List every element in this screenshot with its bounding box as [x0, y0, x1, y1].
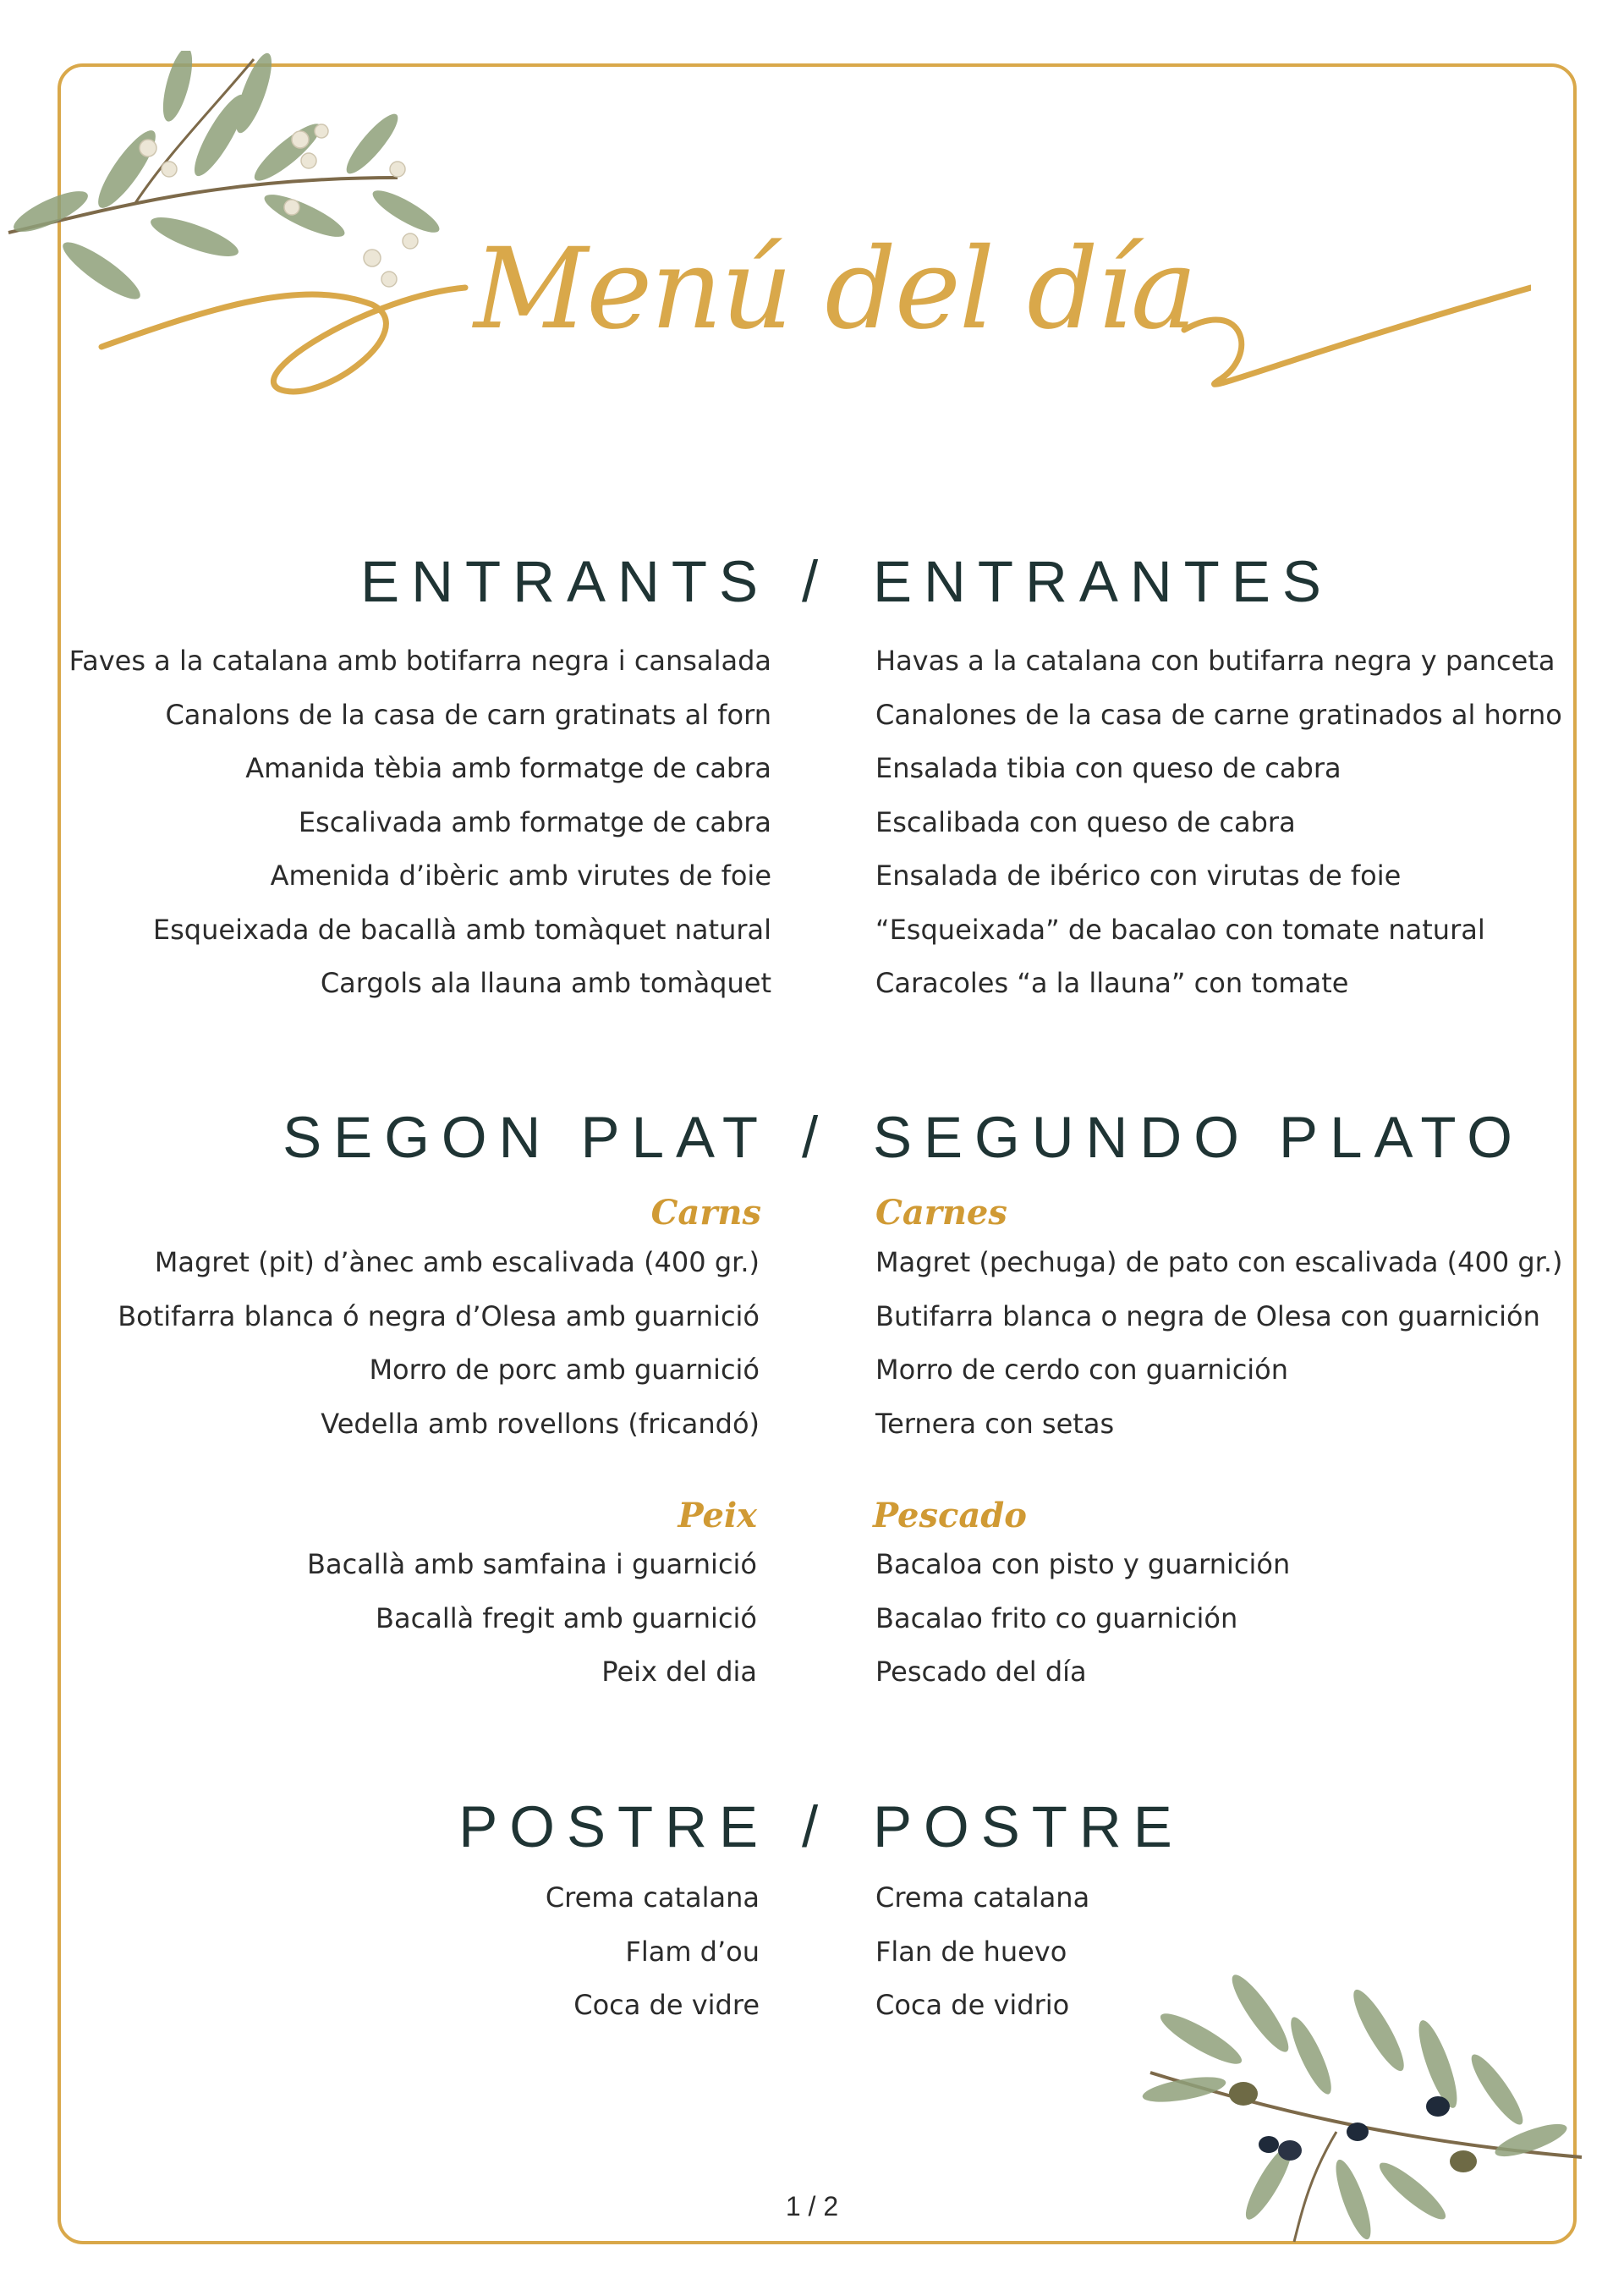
subheading-carnes: Carnes [875, 1193, 1007, 1233]
list-item: Coca de vidre [573, 1989, 760, 2021]
list-item: Coca de vidrio [875, 1989, 1070, 2021]
list-item: Crema catalana [545, 1881, 760, 1914]
list-item: Ternera con setas [875, 1407, 1115, 1440]
heading-separator: / [802, 549, 831, 614]
menu-title: Menú del día [474, 224, 1196, 354]
subheading-pescado: Pescado [873, 1496, 1027, 1535]
list-item: Canalones de la casa de carne gratinados al horno [875, 698, 1562, 731]
carnes-list-spanish [875, 1236, 1563, 1451]
list-item: “Esqueixada” de bacalao con tomate natural [875, 913, 1485, 946]
postre-list-spanish [875, 1871, 1089, 2033]
list-item: Bacalao frito co guarnición [875, 1601, 1238, 1634]
postre-list-catalan [546, 1871, 760, 2033]
page-number: 1 / 2 [785, 2191, 839, 2221]
heading-right: ENTRANTES [873, 549, 1333, 614]
heading-left: POSTRE [458, 1794, 770, 1859]
section-heading-segon [0, 1104, 1624, 1172]
list-item: Canalons de la casa de carn gratinats al forn [165, 698, 771, 731]
list-item: Magret (pit) d’ànec amb escalivada (400 gr.) [154, 1246, 760, 1278]
list-item: Butifarra blanca o negra de Olesa con guarnición [875, 1299, 1540, 1332]
list-item: Ensalada de ibérico con virutas de foie [875, 859, 1402, 892]
heading-separator: / [802, 1105, 831, 1170]
list-item: Magret (pechuga) de pato con escalivada (400 gr.) [875, 1246, 1563, 1278]
list-item: Bacallà fregit amb guarnició [376, 1601, 757, 1634]
entrants-list-catalan [69, 634, 771, 1011]
list-item: Escalivada amb formatge de cabra [298, 805, 771, 838]
list-item: Amanida tèbia amb formatge de cabra [245, 752, 771, 784]
list-item: Caracoles “a la llauna” con tomate [875, 967, 1349, 999]
list-item: Bacallà amb samfaina i guarnició [307, 1548, 757, 1580]
carns-list-catalan [118, 1236, 760, 1451]
list-item: Pescado del día [875, 1656, 1087, 1688]
list-item: Vedella amb rovellons (fricandó) [321, 1407, 760, 1440]
list-item: Morro de porc amb guarnició [369, 1354, 760, 1386]
list-item: Bacaloa con pisto y guarnición [875, 1548, 1291, 1580]
subheading-carns: Carns [650, 1193, 761, 1233]
list-item: Amenida d’ibèric amb virutes de foie [270, 859, 771, 892]
heading-left: SEGON PLAT [283, 1105, 770, 1170]
list-item: Flan de huevo [875, 1935, 1067, 1968]
section-heading-postre [0, 1793, 1624, 1861]
list-item: Faves a la catalana amb botifarra negra i cansalada [69, 645, 771, 677]
list-item: Ensalada tibia con queso de cabra [875, 752, 1341, 784]
list-item: Escalibada con queso de cabra [875, 805, 1296, 838]
heading-left: ENTRANTS [360, 549, 770, 614]
list-item: Havas a la catalana con butifarra negra y panceta [875, 645, 1555, 677]
list-item: Morro de cerdo con guarnición [875, 1354, 1289, 1386]
heading-right: POSTRE [873, 1794, 1184, 1859]
list-item: Peix del dia [601, 1656, 757, 1688]
list-item: Flam d’ou [625, 1935, 760, 1968]
pescado-list-spanish [875, 1538, 1290, 1700]
heading-separator: / [802, 1794, 831, 1859]
list-item: Cargols ala llauna amb tomàquet [320, 967, 771, 999]
section-heading-entrants [0, 548, 1624, 616]
peix-list-catalan [307, 1538, 757, 1700]
list-item: Botifarra blanca ó negra d’Olesa amb guarnició [118, 1299, 760, 1332]
heading-right: SEGUNDO PLATO [873, 1105, 1524, 1170]
list-item: Crema catalana [875, 1881, 1090, 1914]
subheading-peix: Peix [678, 1496, 757, 1535]
entrants-list-spanish [875, 634, 1562, 1011]
list-item: Esqueixada de bacallà amb tomàquet natural [152, 913, 771, 946]
